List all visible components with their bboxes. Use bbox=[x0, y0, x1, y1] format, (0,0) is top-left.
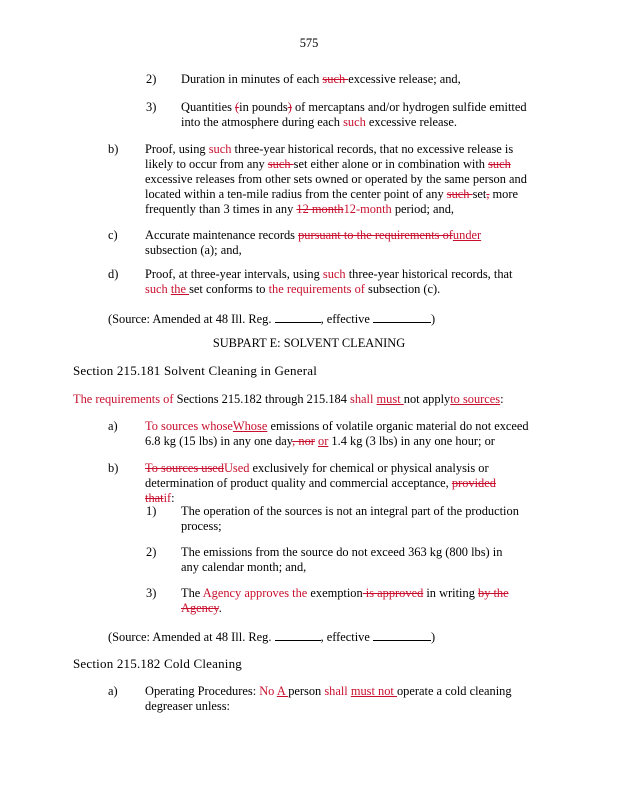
text-run: excessive release; and, bbox=[348, 72, 461, 86]
marked-text: shall bbox=[324, 684, 348, 698]
item-label: 3) bbox=[146, 100, 157, 114]
paragraph-text bbox=[145, 684, 515, 714]
marked-text: Agency approves the bbox=[202, 586, 308, 600]
deleted-text: such bbox=[446, 187, 473, 201]
item-label: 2) bbox=[146, 72, 157, 86]
text-run: operate a cold cleaning degreaser unless: bbox=[145, 684, 512, 713]
subpart-title: SUBPART E: SOLVENT CLEANING bbox=[212, 336, 406, 350]
marked-text: such bbox=[343, 115, 366, 129]
item-label: b) bbox=[108, 142, 119, 156]
item-label: b) bbox=[108, 461, 119, 475]
paragraph-text bbox=[145, 419, 537, 449]
item-label: 2) bbox=[146, 545, 157, 559]
text-run: : bbox=[171, 491, 175, 505]
reg-blank bbox=[275, 311, 321, 323]
text-run: excessive release. bbox=[365, 115, 457, 129]
paragraph-text bbox=[181, 545, 521, 575]
text-run: in writing bbox=[423, 586, 478, 600]
marked-text: the requirements of bbox=[268, 282, 365, 296]
text-run: Operating Procedures: bbox=[145, 684, 260, 698]
text-run: subsection (c). bbox=[364, 282, 441, 296]
text-run: three-year historical records, that bbox=[345, 267, 513, 281]
source-prefix: (Source: Amended at 48 Ill. Reg. bbox=[108, 312, 275, 326]
paragraph-text bbox=[145, 461, 525, 506]
marked-text: shall bbox=[350, 392, 374, 406]
item-label: a) bbox=[108, 684, 118, 698]
deleted-text: by the Agency bbox=[181, 586, 509, 615]
text-run: set either alone or in combination with bbox=[293, 157, 489, 171]
reg-blank bbox=[275, 629, 321, 641]
text-run: three-year historical records, that no excessive release is likely to occur from any bbox=[145, 142, 514, 171]
deleted-text: , bbox=[486, 187, 490, 201]
text-run: Sections 215.182 through 215.184 bbox=[173, 392, 351, 406]
marked-text: if bbox=[163, 491, 172, 505]
paragraph-text bbox=[181, 100, 541, 130]
text-run: . bbox=[218, 601, 222, 615]
effective-blank bbox=[373, 629, 431, 641]
marked-text: such bbox=[208, 142, 232, 156]
text-run: not apply bbox=[403, 392, 451, 406]
text-run: The operation of the sources is not an integral part of the production process; bbox=[181, 504, 519, 533]
text-run: Accurate maintenance records bbox=[145, 228, 299, 242]
paragraph-text bbox=[181, 504, 521, 534]
text-run: set bbox=[472, 187, 487, 201]
source-prefix: (Source: Amended at 48 Ill. Reg. bbox=[108, 630, 275, 644]
paragraph-text bbox=[73, 392, 543, 407]
source-note-2 bbox=[108, 629, 528, 645]
source-mid: , effective bbox=[320, 312, 373, 326]
deleted-text: such bbox=[267, 157, 294, 171]
deleted-text: pursuant to the requirements of bbox=[298, 228, 453, 242]
source-suffix: ) bbox=[430, 630, 436, 644]
inserted-text: must not bbox=[350, 684, 397, 698]
text-run: Duration in minutes of each bbox=[181, 72, 323, 86]
text-run: 1.4 kg (3 lbs) in any one hour; or bbox=[328, 434, 495, 448]
page-number: 575 bbox=[299, 36, 319, 50]
deleted-text: , nor bbox=[292, 434, 315, 448]
marked-text: such bbox=[145, 282, 168, 296]
source-note bbox=[108, 311, 528, 327]
deleted-text: ( bbox=[235, 100, 240, 114]
deleted-text: is approved bbox=[362, 586, 424, 600]
text-run: Proof, at three-year intervals, using bbox=[145, 267, 323, 281]
section-heading-182: Section 215.182 Cold Cleaning bbox=[73, 656, 243, 671]
paragraph-text bbox=[145, 228, 533, 258]
text-run: subsection (a); and, bbox=[145, 243, 242, 257]
text-run: The bbox=[181, 586, 203, 600]
inserted-text: must bbox=[376, 392, 404, 406]
marked-text: To sources whose bbox=[145, 419, 233, 433]
marked-text: The requirements of bbox=[73, 392, 174, 406]
item-label: a) bbox=[108, 419, 118, 433]
source-mid: , effective bbox=[320, 630, 373, 644]
text-run: period; and, bbox=[391, 202, 455, 216]
deleted-text: such bbox=[322, 72, 349, 86]
effective-blank bbox=[373, 311, 431, 323]
deleted-text: 12 month bbox=[296, 202, 344, 216]
deleted-text: To sources used bbox=[145, 461, 224, 475]
text-run: exclusively for chemical or physical analysis or determination of product quality and commercial acceptance, bbox=[145, 461, 489, 490]
text-run: person bbox=[288, 684, 325, 698]
section-heading-181: Section 215.181 Solvent Cleaning in General bbox=[73, 363, 318, 378]
paragraph-text bbox=[181, 586, 521, 616]
deleted-text: ) bbox=[287, 100, 292, 114]
marked-text: No bbox=[259, 684, 275, 698]
inserted-text: Whose bbox=[232, 419, 268, 433]
item-label: 1) bbox=[146, 504, 157, 518]
inserted-text: the bbox=[170, 282, 190, 296]
deleted-text: such bbox=[488, 157, 511, 171]
text-run: in pounds bbox=[239, 100, 288, 114]
marked-text: Used bbox=[223, 461, 250, 475]
text-run: Quantities bbox=[181, 100, 236, 114]
text-run: Proof, using bbox=[145, 142, 209, 156]
inserted-text: to sources bbox=[450, 392, 501, 406]
inserted-text: under bbox=[452, 228, 482, 242]
item-label: 3) bbox=[146, 586, 157, 600]
inserted-text: or bbox=[318, 434, 329, 448]
item-label: c) bbox=[108, 228, 118, 242]
text-run: excessive releases from other sets owned or operated by the same person and located within a ten-mile radius from the center point of any bbox=[145, 172, 527, 201]
text-run: exemption bbox=[307, 586, 363, 600]
text-run: emissions of volatile organic material do not exceed 6.8 kg (15 lbs) in any one day bbox=[145, 419, 529, 448]
marked-text: such bbox=[322, 267, 346, 281]
text-run: : bbox=[500, 392, 504, 406]
text-run: The emissions from the source do not exceed 363 kg (800 lbs) in any calendar month; and, bbox=[181, 545, 503, 574]
paragraph-text bbox=[145, 267, 537, 297]
text-run: set conforms to bbox=[189, 282, 269, 296]
deleted-text: provided that bbox=[145, 476, 496, 505]
paragraph-text bbox=[181, 72, 541, 87]
marked-text: 12-month bbox=[343, 202, 392, 216]
inserted-text: A bbox=[276, 684, 289, 698]
source-suffix: ) bbox=[430, 312, 436, 326]
text-run: more frequently than 3 times in any bbox=[145, 187, 518, 216]
item-label: d) bbox=[108, 267, 119, 281]
text-run: of mercaptans and/or hydrogen sulfide emitted into the atmosphere during each bbox=[181, 100, 527, 129]
paragraph-text bbox=[145, 142, 537, 217]
